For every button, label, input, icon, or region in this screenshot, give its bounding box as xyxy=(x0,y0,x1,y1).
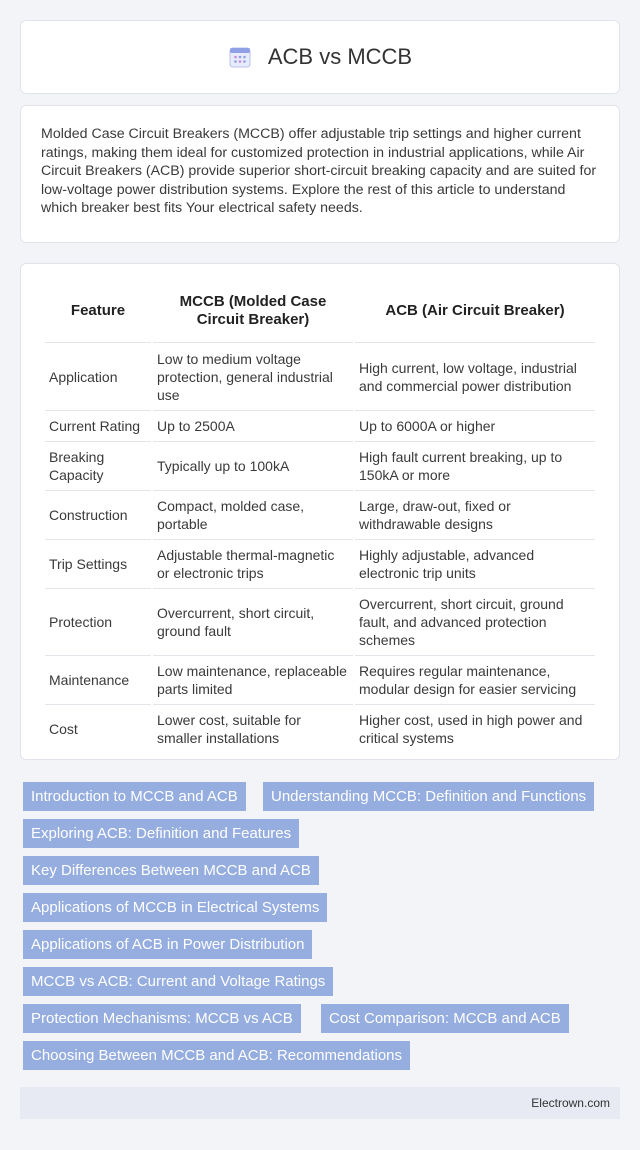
intro-card xyxy=(20,105,620,243)
table-cell: Current Rating xyxy=(45,410,151,441)
table-cell: Application xyxy=(45,342,151,410)
topic-link[interactable]: Protection Mechanisms: MCCB vs ACB xyxy=(23,1004,301,1033)
table-row xyxy=(45,588,595,655)
table-header-mccb: MCCB (Molded Case Circuit Breaker) xyxy=(179,293,327,328)
table-cell: Up to 6000A or higher xyxy=(355,410,595,441)
table-cell: Low maintenance, replaceable parts limited xyxy=(153,655,353,704)
comparison-table xyxy=(43,280,597,753)
table-row xyxy=(45,539,595,588)
table-row xyxy=(45,704,595,753)
table-row xyxy=(45,655,595,704)
table-cell: Compact, molded case, portable xyxy=(153,490,353,539)
table-cell: High current, low voltage, industrial and commercial power distribution xyxy=(355,342,595,410)
intro-paragraph: Molded Case Circuit Breakers (MCCB) offer adjustable trip settings and higher current ratings, making them ideal for customized protection in industrial applications, while Air Circuit Breakers (ACB) provide superior short-circuit breaking capacity and are suited for low-voltage power distribution systems. Explore the rest of this article to understand which breaker best fits Your electrical safety needs. xyxy=(41,126,597,217)
topic-link[interactable]: Choosing Between MCCB and ACB: Recommendations xyxy=(23,1041,410,1070)
table-cell: Requires regular maintenance, modular design for easier servicing xyxy=(355,655,595,704)
table-cell: Trip Settings xyxy=(45,539,151,588)
footer-site-link[interactable]: Electrown.com xyxy=(531,1096,610,1110)
table-cell: Maintenance xyxy=(45,655,151,704)
topic-link[interactable]: Key Differences Between MCCB and ACB xyxy=(23,856,319,885)
table-cell: Highly adjustable, advanced electronic trip units xyxy=(355,539,595,588)
page-title: ACB vs MCCB xyxy=(267,44,413,69)
table-cell: Lower cost, suitable for smaller installations xyxy=(153,704,353,753)
table-header-acb: ACB (Air Circuit Breaker) xyxy=(385,302,565,319)
table-row xyxy=(45,490,595,539)
table-cell: Higher cost, used in high power and critical systems xyxy=(355,704,595,753)
table-row xyxy=(45,342,595,410)
topic-link[interactable]: Introduction to MCCB and ACB xyxy=(23,782,246,811)
table-cell: High fault current breaking, up to 150kA or more xyxy=(355,441,595,490)
footer xyxy=(20,1087,620,1119)
table-row xyxy=(45,441,595,490)
table-cell: Breaking Capacity xyxy=(45,441,151,490)
table-cell: Protection xyxy=(45,588,151,655)
table-cell: Overcurrent, short circuit, ground fault xyxy=(153,588,353,655)
table-header-row xyxy=(45,280,595,342)
table-row xyxy=(45,410,595,441)
table-cell: Low to medium voltage protection, general industrial use xyxy=(153,342,353,410)
table-cell: Overcurrent, short circuit, ground fault, and advanced protection schemes xyxy=(355,588,595,655)
table-cell: Up to 2500A xyxy=(153,410,353,441)
calendar-grid-icon xyxy=(228,45,252,69)
header-card xyxy=(20,20,620,94)
comparison-table-card xyxy=(20,263,620,760)
table-cell: Typically up to 100kA xyxy=(153,441,353,490)
topic-link[interactable]: Cost Comparison: MCCB and ACB xyxy=(321,1004,569,1033)
table-cell: Cost xyxy=(45,704,151,753)
topic-link[interactable]: Understanding MCCB: Definition and Functions xyxy=(263,782,594,811)
table-cell: Construction xyxy=(45,490,151,539)
topic-link[interactable]: MCCB vs ACB: Current and Voltage Ratings xyxy=(23,967,333,996)
table-cell: Adjustable thermal-magnetic or electronic trips xyxy=(153,539,353,588)
topic-link[interactable]: Applications of MCCB in Electrical Systems xyxy=(23,893,327,922)
table-cell: Large, draw-out, fixed or withdrawable designs xyxy=(355,490,595,539)
topic-link[interactable]: Applications of ACB in Power Distribution xyxy=(23,930,312,959)
table-header-feature: Feature xyxy=(70,302,126,319)
topic-link[interactable]: Exploring ACB: Definition and Features xyxy=(23,819,299,848)
